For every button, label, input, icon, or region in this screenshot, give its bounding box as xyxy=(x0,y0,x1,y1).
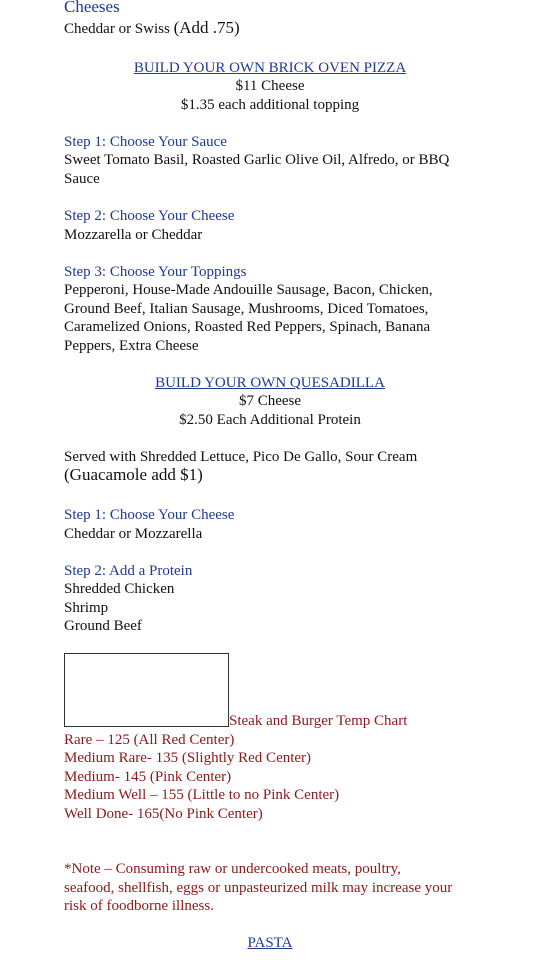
protein-item: Ground Beef xyxy=(64,618,142,634)
pizza-step3-text-4: Peppers, Extra Cheese xyxy=(64,338,199,354)
food-safety-note-1: *Note – Consuming raw or undercooked meats, poultry, xyxy=(64,861,401,877)
temp-chart-item: Rare – 125 (All Red Center) xyxy=(64,732,235,748)
cheeses-options-text: Cheddar or Swiss xyxy=(64,21,170,37)
quesadilla-step1-heading: Step 1: Choose Your Cheese xyxy=(64,507,235,523)
temp-chart-item: Medium- 145 (Pink Center) xyxy=(64,769,232,785)
pizza-price: $11 Cheese xyxy=(235,78,305,94)
cheeses-options xyxy=(64,19,240,38)
pizza-step3-text-1: Pepperoni, House-Made Andouille Sausage, Bacon, Chicken, xyxy=(64,282,433,298)
food-safety-note-2: seafood, shellfish, eggs or unpasteurized milk may increase your xyxy=(64,880,453,896)
pizza-step2-text: Mozzarella or Cheddar xyxy=(64,227,203,243)
pizza-topping-price: $1.35 each additional topping xyxy=(180,97,360,113)
pizza-step1-heading: Step 1: Choose Your Sauce xyxy=(64,134,227,150)
food-safety-note-3: risk of foodborne illness. xyxy=(64,898,214,914)
quesadilla-guacamole: (Guacamole add $1) xyxy=(64,465,203,484)
temp-chart-item: Well Done- 165(No Pink Center) xyxy=(64,806,263,822)
temp-chart-item: Medium Rare- 135 (Slightly Red Center) xyxy=(64,750,312,766)
temp-chart-caption: Steak and Burger Temp Chart xyxy=(229,713,408,729)
pizza-step3-heading: Step 3: Choose Your Toppings xyxy=(64,264,247,280)
pizza-step3-text-3: Caramelized Onions, Roasted Red Peppers, Spinach, Banana xyxy=(64,319,431,335)
pizza-title[interactable]: BUILD YOUR OWN BRICK OVEN PIZZA xyxy=(133,60,407,76)
quesadilla-served-with: Served with Shredded Lettuce, Pico De Gallo, Sour Cream xyxy=(64,449,418,465)
quesadilla-step2-heading: Step 2: Add a Protein xyxy=(64,563,193,579)
cheeses-heading: Cheeses xyxy=(64,0,120,16)
pasta-section-link[interactable]: PASTA xyxy=(247,935,293,951)
quesadilla-protein-price: $2.50 Each Additional Protein xyxy=(179,412,361,428)
quesadilla-price: $7 Cheese xyxy=(238,393,302,409)
temp-chart-item: Medium Well – 155 (Little to no Pink Center) xyxy=(64,787,340,803)
pizza-step3-text-2: Ground Beef, Italian Sausage, Mushrooms, Diced Tomatoes, xyxy=(64,301,429,317)
temp-chart-image-placeholder xyxy=(64,653,229,727)
protein-item: Shredded Chicken xyxy=(64,581,175,597)
protein-item: Shrimp xyxy=(64,600,109,616)
pizza-step1-text-2: Sauce xyxy=(64,171,100,187)
pizza-step2-heading: Step 2: Choose Your Cheese xyxy=(64,208,235,224)
cheeses-add-price: (Add .75) xyxy=(173,18,240,37)
quesadilla-step1-text: Cheddar or Mozzarella xyxy=(64,526,203,542)
pizza-step1-text-1: Sweet Tomato Basil, Roasted Garlic Olive Oil, Alfredo, or BBQ xyxy=(64,152,450,168)
quesadilla-title[interactable]: BUILD YOUR OWN QUESADILLA xyxy=(155,375,385,391)
